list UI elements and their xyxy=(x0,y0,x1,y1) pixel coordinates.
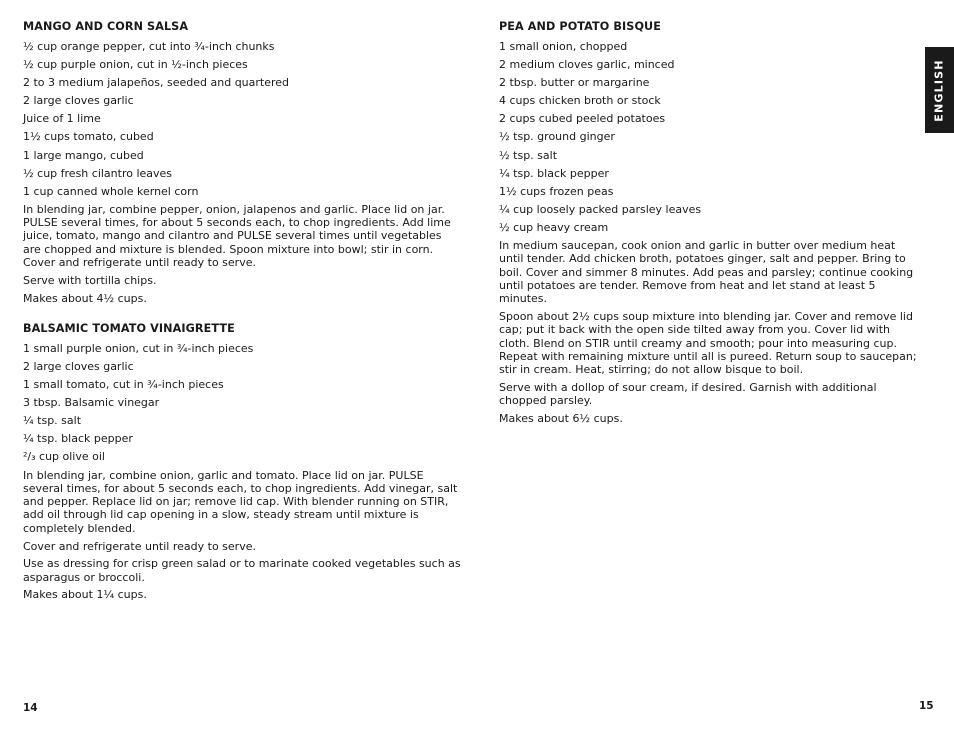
ingredient-item: ½ cup heavy cream xyxy=(499,220,609,234)
ingredient-item: 2 tbsp. butter or margarine xyxy=(499,76,650,90)
ingredient-item: 2 cups cubed peeled potatoes xyxy=(499,112,666,126)
recipe-balsamic-tomato-vinaigrette xyxy=(23,322,461,602)
ingredient-item: 3 tbsp. Balsamic vinegar xyxy=(23,396,160,410)
recipe-title: BALSAMIC TOMATO VINAIGRETTE xyxy=(23,321,235,335)
ingredient-item: 2 medium cloves garlic, minced xyxy=(499,58,675,72)
ingredient-item: ¼ tsp. salt xyxy=(23,414,82,428)
instruction-paragraph: Cover and refrigerate until ready to serve. xyxy=(23,539,256,553)
ingredient-item: 2 to 3 medium jalapeños, seeded and quartered xyxy=(23,76,290,90)
ingredient-item: 2 large cloves garlic xyxy=(23,94,134,108)
ingredient-list xyxy=(499,40,917,234)
instruction-paragraph: Use as dressing for crisp green salad or to marinate cooked vegetables such as asparagus or broccoli. xyxy=(23,557,461,584)
ingredient-item: ½ tsp. salt xyxy=(499,148,558,162)
ingredient-item: 4 cups chicken broth or stock xyxy=(499,94,661,108)
ingredient-list xyxy=(23,40,461,198)
ingredient-item: 1 small onion, chopped xyxy=(499,40,628,53)
ingredient-item: ½ cup purple onion, cut in ½-inch pieces xyxy=(23,58,248,72)
yield-paragraph: Makes about 1¼ cups. xyxy=(23,588,147,602)
recipe-title: PEA AND POTATO BISQUE xyxy=(499,20,661,33)
left-page-column xyxy=(23,20,461,606)
ingredient-item: ²/₃ cup olive oil xyxy=(23,450,105,464)
ingredient-item: 1½ cups frozen peas xyxy=(499,184,614,198)
ingredient-item: ¼ cup loosely packed parsley leaves xyxy=(499,202,702,216)
ingredient-item: Juice of 1 lime xyxy=(23,112,101,126)
instruction-paragraph: In blending jar, combine onion, garlic and tomato. Place lid on jar. PULSE several times, for about 5 seconds each, to chop ingredients. Add vinegar, salt and pepper. Replace lid on jar; remove lid cap. With blender running on STIR, add oil through lid cap opening in a slow, steady stream until mixture is completely blended. xyxy=(23,468,458,535)
language-tab xyxy=(925,47,954,133)
instruction-paragraph: In medium saucepan, cook onion and garlic in butter over medium heat until tender. Add chicken broth, potatoes ginger, salt and pepper. Bring to boil. Cover and simmer 8 minutes. Add peas and parsley; continue cooking until potatoes are tender. Remove from heat and let stand at least 5 minutes. xyxy=(499,239,914,306)
ingredient-item: 1 large mango, cubed xyxy=(23,148,144,162)
ingredient-item: ¼ tsp. black pepper xyxy=(499,166,609,180)
ingredient-item: 2 large cloves garlic xyxy=(23,360,134,374)
recipe-pea-potato-bisque xyxy=(499,20,917,425)
ingredient-item: ¼ tsp. black pepper xyxy=(23,432,133,446)
instruction-paragraph: Serve with tortilla chips. xyxy=(23,273,157,287)
instruction-paragraph: Spoon about 2½ cups soup mixture into blending jar. Cover and remove lid cap; put it back with the open side tilted away from you. Cover lid with cloth. Blend on STIR until creamy and smooth; pour into measuring cup. Repeat with remaining mixture until all is pureed. Return soup to saucepan; stir in cream. Heat, stirring; do not allow bisque to boil. xyxy=(499,310,917,377)
yield-paragraph: Makes about 4½ cups. xyxy=(23,291,147,305)
ingredient-item: ½ tsp. ground ginger xyxy=(499,130,615,144)
ingredient-item: 1½ cups tomato, cubed xyxy=(23,130,154,144)
page-number-left: 14 xyxy=(23,702,38,714)
ingredient-item: 1 small tomato, cut in ¾-inch pieces xyxy=(23,378,224,392)
instruction-paragraph: Serve with a dollop of sour cream, if desired. Garnish with additional chopped parsley. xyxy=(499,381,877,408)
ingredient-list xyxy=(23,342,461,464)
ingredient-item: ½ cup fresh cilantro leaves xyxy=(23,166,173,180)
ingredient-item: 1 small purple onion, cut in ¾-inch pieces xyxy=(23,341,254,355)
yield-paragraph: Makes about 6½ cups. xyxy=(499,412,623,426)
recipe-mango-corn-salsa xyxy=(23,20,461,305)
instruction-paragraph: In blending jar, combine pepper, onion, jalapenos and garlic. Place lid on jar. PULSE several times, for about 5 seconds each, to chop ingredients. Add lime juice, tomato, mango and cilantro and PULSE several times until vegetables are chopped and mixture is blended. Spoon mixture into bowl; stir in corn. Cover and refrigerate until ready to serve. xyxy=(23,202,451,270)
right-page-column xyxy=(499,20,917,430)
recipe-title: MANGO AND CORN SALSA xyxy=(23,20,189,33)
ingredient-item: ½ cup orange pepper, cut into ¾-inch chunks xyxy=(23,40,275,53)
language-tab-label: ENGLISH xyxy=(933,58,947,122)
page-number-right: 15 xyxy=(919,700,934,712)
ingredient-item: 1 cup canned whole kernel corn xyxy=(23,184,199,198)
